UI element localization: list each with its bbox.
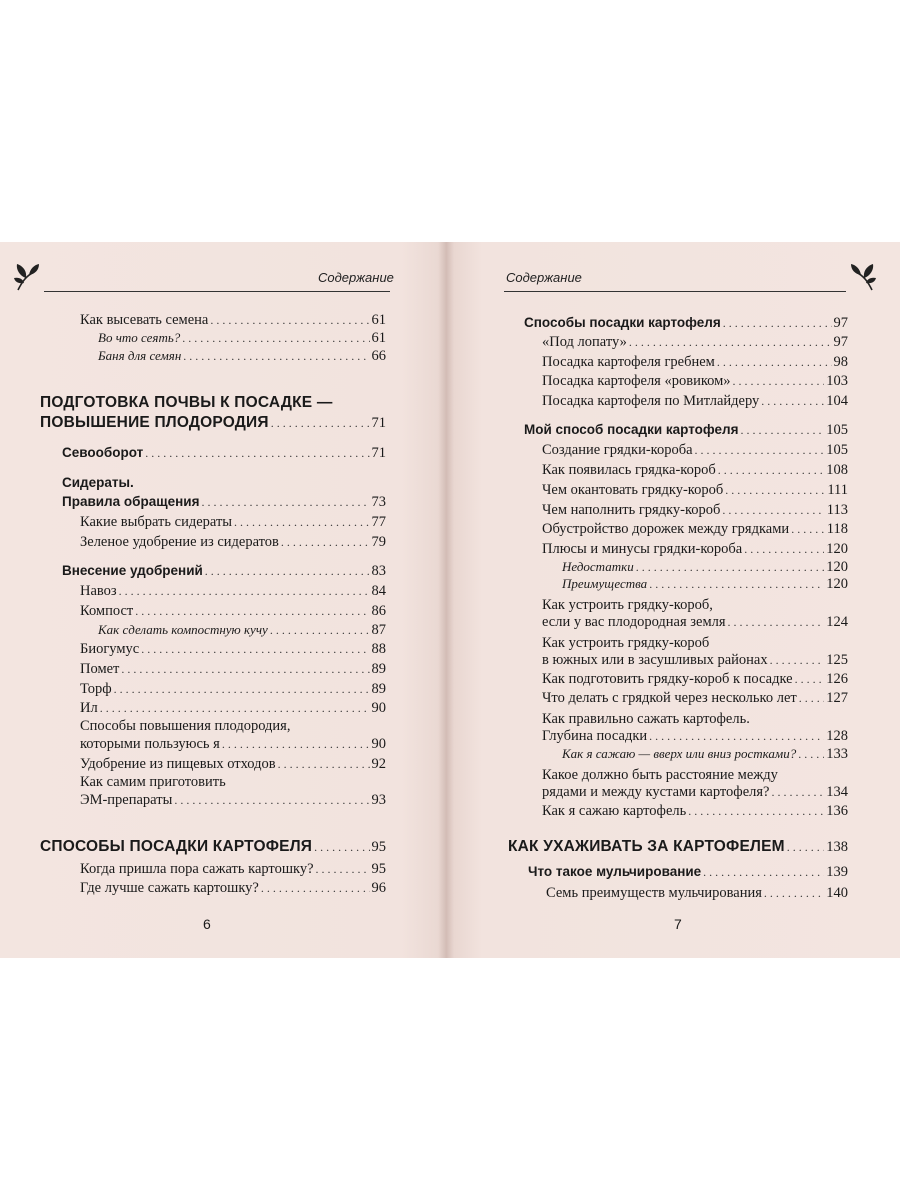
toc-entry: Какие выбрать сидераты . . . 77	[80, 514, 386, 530]
toc-entry: Что делать с грядкой через несколько лет . . . 127	[542, 690, 848, 706]
toc-entry: Биогумус . . . 88	[80, 641, 386, 657]
toc-entry: Посадка картофеля по Митлайдеру . . . 104	[542, 393, 848, 409]
toc-entry: Глубина посадки . . . 128	[542, 728, 848, 744]
toc-entry: Преимущества . . . 120	[562, 576, 848, 592]
toc-entry: Посадка картофеля «ровиком» . . . 103	[542, 373, 848, 389]
section-title: ПОДГОТОВКА ПОЧВЫ К ПОСАДКЕ —	[40, 394, 333, 411]
toc-entry: Ил . . . 90	[80, 700, 386, 716]
toc-entry: рядами и между кустами картофеля? . . . 134	[542, 784, 848, 800]
toc-entry: Правила обращения . . . 73	[62, 494, 386, 510]
toc-entry: Как правильно сажать картофель.	[542, 711, 750, 727]
toc-entry: Чем окантовать грядку-короб . . . 111	[542, 482, 848, 498]
toc-entry: Какое должно быть расстояние между	[542, 767, 778, 783]
toc-entry: Недостатки . . . 120	[562, 559, 848, 575]
toc-entry: Баня для семян . . . 66	[98, 348, 386, 364]
toc-entry: Мой способ посадки картофеля . . . 105	[524, 422, 848, 438]
toc-entry: Создание грядки-короба . . . 105	[542, 442, 848, 458]
toc-entry: Когда пришла пора сажать картошку? . . . 95	[80, 861, 386, 877]
toc-entry: Зеленое удобрение из сидератов . . . 79	[80, 534, 386, 550]
header-rule	[44, 291, 390, 292]
page-number: 6	[203, 916, 211, 932]
toc-entry: Помет . . . 89	[80, 661, 386, 677]
toc-entry: Компост . . . 86	[80, 603, 386, 619]
toc-entry: Во что сеять? . . . 61	[98, 330, 386, 346]
toc-entry: Севооборот . . . 71	[62, 445, 386, 461]
toc-entry: если у вас плодородная земля . . . 124	[542, 614, 848, 630]
section-title: СПОСОБЫ ПОСАДКИ КАРТОФЕЛЯ . . . 95	[40, 839, 386, 855]
toc-entry: Что такое мульчирование . . . 139	[528, 864, 848, 880]
book-spread	[0, 242, 900, 958]
toc-entry: Как появилась грядка-короб . . . 108	[542, 462, 848, 478]
toc-entry: Обустройство дорожек между грядками . . . 118	[542, 521, 848, 537]
toc-entry: Семь преимуществ мульчирования . . . 140	[546, 885, 848, 901]
toc-entry: Как самим приготовить	[80, 774, 226, 790]
toc-entry: Посадка картофеля гребнем . . . 98	[542, 354, 848, 370]
toc-entry: которыми пользуюсь я . . . 90	[80, 736, 386, 752]
toc-entry: Торф . . . 89	[80, 681, 386, 697]
toc-entry: Как подготовить грядку-короб к посадке . . . 126	[542, 671, 848, 687]
toc-entry: в южных или в засушливых районах . . . 125	[542, 652, 848, 668]
toc-entry: Навоз . . . 84	[80, 583, 386, 599]
leaf-sprig-icon	[850, 262, 876, 292]
toc-entry: Как я сажаю картофель . . . 136	[542, 803, 848, 819]
toc-entry: Как устроить грядку-короб,	[542, 597, 713, 613]
toc-entry: Как сделать компостную кучу . . . 87	[98, 622, 386, 638]
toc-entry: Сидераты.	[62, 475, 134, 490]
toc-entry: Удобрение из пищевых отходов . . . 92	[80, 756, 386, 772]
toc-entry: Как устроить грядку-короб	[542, 635, 710, 651]
left-page	[0, 242, 446, 958]
toc-entry: Чем наполнить грядку-короб . . . 113	[542, 502, 848, 518]
leaf-sprig-icon	[14, 262, 40, 292]
running-head: Содержание	[506, 270, 582, 285]
section-title: ПОВЫШЕНИЕ ПЛОДОРОДИЯ . . . 71	[40, 415, 386, 431]
toc-entry: Способы повышения плодородия,	[80, 718, 291, 734]
book-gutter	[438, 242, 454, 958]
right-page	[446, 242, 900, 958]
toc-entry: Способы посадки картофеля . . . 97	[524, 315, 848, 331]
toc-entry: Внесение удобрений . . . 83	[62, 563, 386, 579]
section-title: КАК УХАЖИВАТЬ ЗА КАРТОФЕЛЕМ . . . 138	[508, 839, 848, 855]
toc-entry: Как высевать семена . . . 61	[80, 312, 386, 328]
running-head: Содержание	[318, 270, 394, 285]
header-rule	[504, 291, 846, 292]
toc-entry: Как я сажаю — вверх или вниз ростками? . . . 133	[562, 746, 848, 762]
page-number: 7	[674, 916, 682, 932]
toc-entry: «Под лопату» . . . 97	[542, 334, 848, 350]
toc-entry: Где лучше сажать картошку? . . . 96	[80, 880, 386, 896]
toc-entry: ЭМ-препараты . . . 93	[80, 792, 386, 808]
toc-entry: Плюсы и минусы грядки-короба . . . 120	[542, 541, 848, 557]
